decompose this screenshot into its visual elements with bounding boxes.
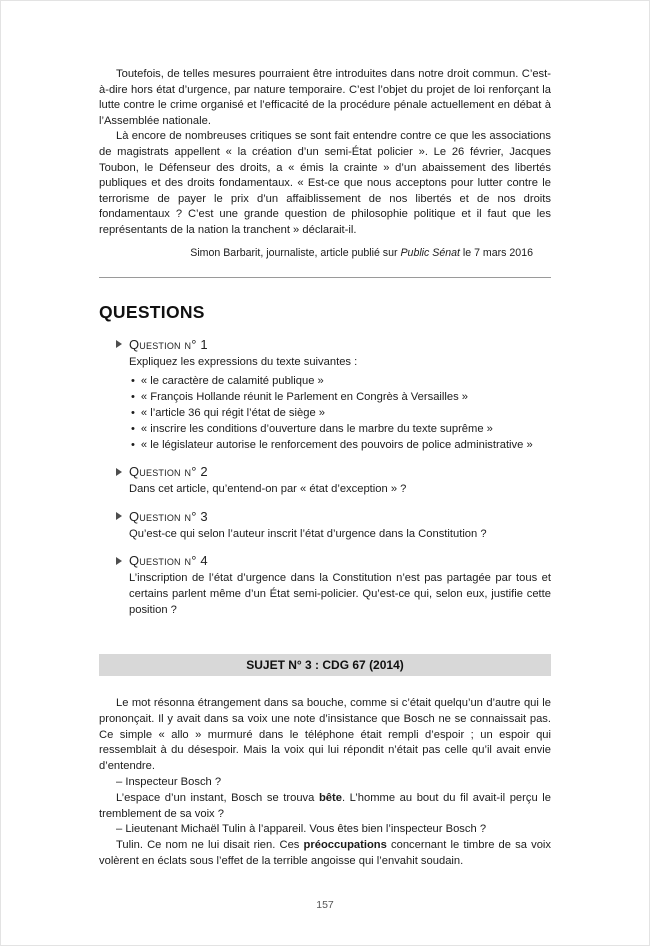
question-block: [99, 337, 551, 454]
passage-text: Le mot résonna étrangement dans sa bouche, comme si c’était quelqu’un d’autre qui le prononçait. Il y avait dans sa voix une note d’insistance que Bosch ne se connaissait pas. Ce simple « allo » murmuré dans le téléphone était rempli d’espoir ; un espoir qui ressemblait à du désespoir. Mais la voix qui lui répondit n’était pas celle qu’il avait envie d’entendre.: [99, 697, 551, 773]
page-number: 157: [316, 899, 334, 911]
sujet-banner: SUJET N° 3 : CDG 67 (2014): [99, 654, 551, 676]
passage-text: L’espace d’un instant, Bosch se trouva: [116, 791, 319, 804]
question-header: [116, 337, 551, 352]
bullet-icon: •: [131, 407, 135, 420]
question-label: Question n° 4: [129, 553, 208, 569]
intro-paragraph-2: Là encore de nombreuses critiques se sont fait entendre contre ce que les associations de magistrats appellent « la création d’un semi-État policier ». Le 26 février, Jacques Toubon, le Défenseur des droits, a « émis la crainte » d’un abaissement des libertés publiques et des droits fondamentaux. « Est-ce que nous acceptons pour lutter contre le terrorisme de payer le prix d’un affaiblissement de nos libertés et de nos droits fondamentaux ? C’est une grande question de philosophie politique et il faut que les représentants de la nation la tranchent » déclarait-il.: [99, 130, 551, 236]
passage-paragraph: [99, 775, 551, 791]
question-body: L’inscription de l’état d’urgence dans la Constitution n’est pas partagée par tous et certains parlent même d’un État semi-policier. Qu’est-ce qui, selon eux, justifie cette position ?: [129, 572, 551, 616]
question-body: Qu’est-ce qui selon l’auteur inscrit l’état d’urgence dans la Constitution ?: [129, 527, 487, 540]
triangle-bullet-icon: [116, 557, 122, 565]
passage-text: – Inspecteur Bosch ?: [116, 776, 222, 789]
expression-bullet-list: [99, 373, 551, 453]
passage-paragraph: [99, 696, 551, 775]
triangle-bullet-icon: [116, 512, 122, 520]
passage-text: concernant le timbre de sa voix volèrent en éclats sous l’effet de la terrible angoisse qui l’envahit soudain.: [99, 839, 551, 868]
passage-text: . L’homme au bout du fil avait-il perçu le tremblement de sa voix ?: [99, 791, 551, 820]
passage: [99, 696, 551, 870]
question-body: Expliquez les expressions du texte suivantes :: [129, 355, 358, 368]
attribution-pre: Simon Barbarit, journaliste, article publié sur: [190, 246, 401, 259]
question-block: [99, 553, 551, 618]
triangle-bullet-icon: [116, 468, 122, 476]
question-block: [99, 464, 551, 498]
bullet-text: « le législateur autorise le renforcement des pouvoirs de police administrative »: [140, 439, 533, 452]
bullet-text: « l’article 36 qui régit l’état de siège »: [140, 407, 326, 420]
question-header: [116, 553, 551, 568]
bullet-icon: •: [131, 391, 135, 404]
intro-paragraph-1: Toutefois, de telles mesures pourraient être introduites dans notre droit commun. C’est-à-dire hors état d’urgence, par nature temporaire. C’est l’objet du projet de loi renforçant la lutte contre le crime organisé et l’efficacité de la procédure pénale actuellement en débat à l’Assemblée nationale.: [99, 68, 551, 127]
bullet-text: « inscrire les conditions d’ouverture dans le marbre du texte suprême »: [140, 423, 493, 436]
passage-bold-text: préoccupations: [303, 839, 387, 852]
passage-text: – Lieutenant Michaël Tulin à l’appareil. Vous êtes bien l’inspecteur Bosch ?: [116, 823, 487, 836]
question-label: Question n° 1: [129, 336, 208, 352]
bullet-item: [131, 389, 551, 405]
question-label: Question n° 3: [129, 508, 208, 524]
bullet-icon: •: [131, 423, 135, 436]
questions-heading: QUESTIONS: [99, 301, 205, 322]
page-content: [1, 1, 649, 870]
question-block: [99, 509, 551, 543]
bullet-item: [131, 437, 551, 453]
triangle-bullet-icon: [116, 340, 122, 348]
passage-text: Tulin. Ce nom ne lui disait rien. Ces: [116, 839, 304, 852]
passage-paragraph: [99, 791, 551, 823]
bullet-item: [131, 373, 551, 389]
bullet-icon: •: [131, 439, 135, 452]
questions-list: [99, 337, 551, 619]
question-header: [116, 509, 551, 524]
section-divider: [99, 277, 551, 278]
bullet-icon: •: [131, 375, 135, 388]
passage-paragraph: [99, 838, 551, 870]
attribution-post: le 7 mars 2016: [459, 246, 533, 259]
bullet-item: [131, 405, 551, 421]
question-header: [116, 464, 551, 479]
bullet-text: « François Hollande réunit le Parlement en Congrès à Versailles »: [140, 391, 469, 404]
question-body: Dans cet article, qu’entend-on par « état d’exception » ?: [129, 483, 407, 496]
question-label: Question n° 2: [129, 464, 208, 480]
bullet-text: « le caractère de calamité publique »: [140, 375, 324, 388]
attribution-source: Public Sénat: [400, 246, 460, 259]
passage-paragraph: [99, 822, 551, 838]
attribution-line: [99, 246, 533, 260]
bullet-item: [131, 421, 551, 437]
passage-bold-text: bête: [318, 791, 342, 804]
